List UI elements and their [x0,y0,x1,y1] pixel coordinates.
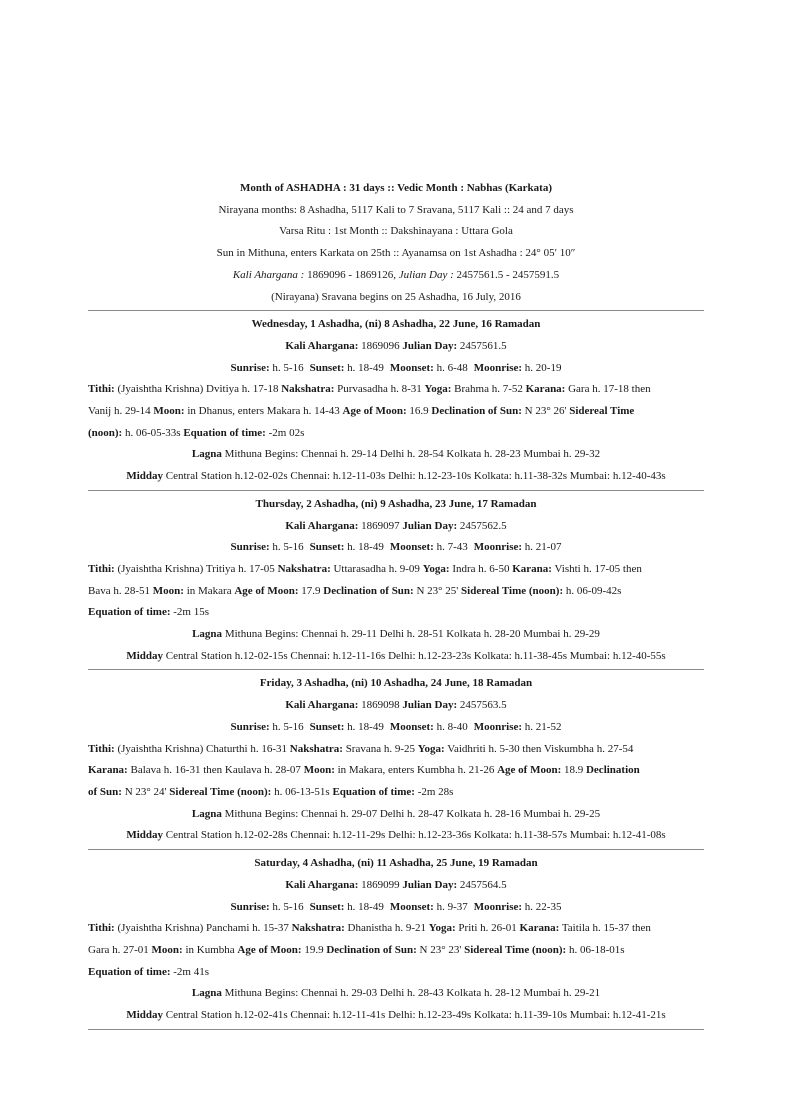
lagna-label: Lagna [191,987,222,1000]
moonrise-value: h. 20-19 [524,361,562,374]
eot-label: Equation of time: [88,965,171,978]
declination-label: Declination of Sun: [323,584,414,597]
moonset-label: Moonset: [389,361,434,374]
divider [88,310,704,311]
declination-label: Declination of Sun: [431,405,522,418]
sunset-value: h. 18-49 [347,541,384,554]
moonrise-value: h. 22-35 [524,900,562,913]
tithi-label: Tithi: [88,562,115,575]
moon-label: Moon: [152,584,184,597]
karana-value-cont: Vanij h. 29-14 [88,405,151,418]
panchanga-row-3 [88,782,704,804]
lagna-value: Mithuna Begins: Chennai h. 29-07 Delhi h. 28-47 Kolkata h. 28-16 Mumbai h. 29-25 [224,807,601,820]
tithi-label: Tithi: [88,922,115,935]
moon-value: in Dhanus, enters Makara h. 14-43 [187,405,340,418]
midday-label: Midday [126,470,163,483]
divider [88,669,704,670]
eot-label: Equation of time: [88,606,171,619]
lagna-line [88,983,704,1005]
yoga-label: Yoga: [424,383,452,396]
moonrise-label: Moonrise: [473,900,523,913]
julian-label: Julian Day: [402,699,458,712]
midday-value: Central Station h.12-02-28s Chennai: h.12-11-29s Delhi: h.12-23-36s Kolkata: h.11-38-57s Mumbai: h.12-41-08s [165,829,666,842]
midday-value: Central Station h.12-02-02s Chennai: h.12-11-03s Delhi: h.12-23-10s Kolkata: h.11-38-32s Mumbai: h.12-40-43s [165,470,666,483]
midday-line [88,825,704,847]
karana-label: Karana: [525,383,566,396]
kali-label: Kali Ahargana: [285,878,359,891]
declination-value: N 23° 26' [524,405,567,418]
sidereal-label: Sidereal Time [569,405,635,418]
nakshatra-label: Nakshatra: [291,922,345,935]
kali-value: 1869098 [361,699,400,712]
julian-value: 2457563.5 [459,699,507,712]
moonset-label: Moonset: [389,541,434,554]
lagna-value: Mithuna Begins: Chennai h. 29-11 Delhi h. 28-51 Kolkata h. 28-20 Mumbai h. 29-29 [224,628,600,641]
moon-label: Moon: [153,405,185,418]
ahargana-line [88,336,704,358]
nakshatra-label: Nakshatra: [281,383,335,396]
panchanga-row-1 [88,739,704,761]
day-heading: Saturday, 4 Ashadha, (ni) 11 Ashadha, 25 June, 19 Ramadan [254,857,538,870]
midday-value: Central Station h.12-02-15s Chennai: h.12-11-16s Delhi: h.12-23-23s Kolkata: h.11-38-45s Mumbai: h.12-40-55s [165,649,666,662]
yoga-value: Priti h. 26-01 [458,922,517,935]
sunrise-value: h. 5-16 [272,720,304,733]
karana-label: Karana: [88,764,128,777]
sunrise-label: Sunrise: [230,720,270,733]
panchanga-row-3 [88,423,704,445]
tithi-label: Tithi: [88,742,115,755]
karana-value: Gara h. 17-18 then [568,383,651,396]
ahargana-line [88,875,704,897]
yoga-value: Indra h. 6-50 [452,562,510,575]
kali-ahargana-range: 1869096 - 1869126, [307,268,397,281]
sunset-value: h. 18-49 [347,900,384,913]
sidereal-value: h. 06-18-01s [568,943,625,956]
julian-day-range: 2457561.5 - 2457591.5 [456,268,560,281]
nakshatra-value: Dhanistha h. 9-21 [347,922,427,935]
julian-value: 2457564.5 [459,878,507,891]
nakshatra-value: Uttarasadha h. 9-09 [333,562,420,575]
lagna-value: Mithuna Begins: Chennai h. 29-14 Delhi h. 28-54 Kolkata h. 28-23 Mumbai h. 29-32 [224,448,601,461]
age-value: 19.9 [304,943,324,956]
nakshatra-value: Sravana h. 9-25 [345,742,416,755]
moonset-label: Moonset: [389,720,434,733]
day-heading: Friday, 3 Ashadha, (ni) 10 Ashadha, 24 June, 18 Ramadan [259,677,533,690]
moonset-label: Moonset: [389,900,434,913]
sunrise-label: Sunrise: [230,900,270,913]
kali-label: Kali Ahargana: [285,699,359,712]
kali-label: Kali Ahargana: [285,519,359,532]
midday-line [88,466,704,488]
moonrise-value: h. 21-52 [524,720,562,733]
moon-value: in Kumbha [185,943,235,956]
eot-value: -2m 15s [173,606,209,619]
lagna-line [88,804,704,826]
sidereal-value: h. 06-13-51s [274,785,330,798]
karana-value-cont: Bava h. 28-51 [88,584,151,597]
yoga-value: Brahma h. 7-52 [454,383,523,396]
karana-value: Taitila h. 15-37 then [561,922,651,935]
julian-label: Julian Day: [402,519,458,532]
kali-value: 1869099 [361,878,400,891]
sidereal-label: Sidereal Time (noon): [464,943,567,956]
kali-value: 1869096 [361,339,400,352]
rise-set-line [88,358,704,380]
declination-value: N 23° 23' [419,943,462,956]
sunset-label: Sunset: [309,541,345,554]
moonset-value: h. 7-43 [436,541,468,554]
karana-value: Vishti h. 17-05 then [554,562,642,575]
midday-label: Midday [126,1009,163,1022]
julian-value: 2457562.5 [459,519,507,532]
divider [88,1029,704,1030]
eot-value: -2m 02s [268,426,305,439]
sravana-begins: (Nirayana) Sravana begins on 25 Ashadha, 16 July, 2016 [271,290,521,303]
sunrise-label: Sunrise: [230,361,270,374]
day-heading: Wednesday, 1 Ashadha, (ni) 8 Ashadha, 22 June, 16 Ramadan [251,318,541,331]
eot-label: Equation of time: [332,785,415,798]
nakshatra-value: Purvasadha h. 8-31 [337,383,422,396]
rise-set-line [88,537,704,559]
panchanga-row-1 [88,559,704,581]
julian-label: Julian Day: [402,339,458,352]
sunrise-value: h. 5-16 [272,361,304,374]
age-value: 17.9 [301,584,321,597]
sidereal-label: Sidereal Time (noon): [169,785,272,798]
panchanga-row-3 [88,602,704,624]
moonrise-label: Moonrise: [473,361,523,374]
declination-value: N 23° 25' [416,584,459,597]
lagna-line [88,444,704,466]
kali-label: Kali Ahargana: [285,339,359,352]
declination-value: N 23° 24' [124,785,167,798]
rise-set-line [88,717,704,739]
ahargana-julian-range [88,265,704,287]
nakshatra-label: Nakshatra: [277,562,331,575]
tithi-label: Tithi: [88,383,115,396]
lagna-line [88,624,704,646]
moon-label: Moon: [151,943,183,956]
tithi-value: (Jyaishtha Krishna) Dvitiya h. 17-18 [117,383,279,396]
tithi-value: (Jyaishtha Krishna) Chaturthi h. 16-31 [117,742,288,755]
yoga-label: Yoga: [417,742,445,755]
karana-value-cont: Gara h. 27-01 [88,943,149,956]
sidereal-value: h. 06-09-42s [565,584,622,597]
kali-value: 1869097 [361,519,400,532]
age-value: 16.9 [409,405,429,418]
midday-line [88,646,704,668]
eot-value: -2m 28s [417,785,454,798]
moonrise-value: h. 21-07 [524,541,562,554]
sun-ayanamsa-line: Sun in Mithuna, enters Karkata on 25th :: Ayanamsa on 1st Ashadha : 24° 05′ 10″ [216,247,576,260]
midday-label: Midday [126,829,163,842]
karana-label: Karana: [519,922,560,935]
panchanga-row-2 [88,760,704,782]
age-label: Age of Moon: [497,764,562,777]
lagna-label: Lagna [191,807,222,820]
ritu-line: Varsa Ritu : 1st Month :: Dakshinayana : Uttara Gola [279,225,513,238]
rise-set-line [88,897,704,919]
sunset-label: Sunset: [309,900,345,913]
sidereal-label: Sidereal Time (noon): [461,584,564,597]
panchanga-row-2 [88,581,704,603]
lagna-value: Mithuna Begins: Chennai h. 29-03 Delhi h. 28-43 Kolkata h. 28-12 Mumbai h. 29-21 [224,987,601,1000]
midday-value: Central Station h.12-02-41s Chennai: h.12-11-41s Delhi: h.12-23-49s Kolkata: h.11-39-10s Mumbai: h.12-41-21s [165,1009,666,1022]
eot-value: -2m 41s [173,965,209,978]
panchanga-row-1 [88,918,704,940]
panchanga-row-3 [88,962,704,984]
yoga-value: Vaidhriti h. 5-30 then Viskumbha h. 27-54 [447,742,634,755]
day-heading: Thursday, 2 Ashadha, (ni) 9 Ashadha, 23 June, 17 Ramadan [255,497,537,510]
midday-label: Midday [126,649,163,662]
sidereal-value: h. 06-05-33s [124,426,181,439]
panchanga-row-2 [88,940,704,962]
tithi-value: (Jyaishtha Krishna) Panchami h. 15-37 [117,922,289,935]
moonset-value: h. 8-40 [436,720,468,733]
sunset-value: h. 18-49 [347,361,384,374]
midday-line [88,1005,704,1027]
karana-value: Balava h. 16-31 then Kaulava h. 28-07 [130,764,301,777]
moon-value: in Makara [186,584,232,597]
sidereal-label-cont: (noon): [88,426,123,439]
sunrise-value: h. 5-16 [272,541,304,554]
page-content [88,178,704,1033]
moonset-value: h. 6-48 [436,361,468,374]
moon-value: in Makara, enters Kumbha h. 21-26 [337,764,495,777]
panchanga-row-2 [88,401,704,423]
declination-label-cont: of Sun: [88,785,122,798]
moon-label: Moon: [303,764,335,777]
age-label: Age of Moon: [237,943,302,956]
age-label: Age of Moon: [342,405,407,418]
lagna-label: Lagna [192,628,223,641]
karana-label: Karana: [512,562,552,575]
sunset-label: Sunset: [309,720,345,733]
moonrise-label: Moonrise: [473,720,523,733]
panchanga-row-1 [88,379,704,401]
age-value: 18.9 [563,764,584,777]
sunset-label: Sunset: [309,361,345,374]
nirayana-months: Nirayana months: 8 Ashadha, 5117 Kali to 7 Sravana, 5117 Kali :: 24 and 7 days [218,203,574,216]
tithi-value: (Jyaishtha Krishna) Tritiya h. 17-05 [117,562,275,575]
declination-label: Declination of Sun: [326,943,417,956]
sunset-value: h. 18-49 [347,720,384,733]
kali-ahargana-range-label: Kali Ahargana : [232,268,305,281]
julian-label: Julian Day: [402,878,458,891]
sunrise-value: h. 5-16 [272,900,304,913]
sunrise-label: Sunrise: [230,541,270,554]
divider [88,490,704,491]
moonrise-label: Moonrise: [473,541,523,554]
yoga-label: Yoga: [422,562,450,575]
divider [88,849,704,850]
julian-value: 2457561.5 [459,339,507,352]
eot-label: Equation of time: [183,426,266,439]
yoga-label: Yoga: [428,922,456,935]
moonset-value: h. 9-37 [436,900,468,913]
declination-label: Declination [585,764,640,777]
lagna-label: Lagna [191,448,222,461]
julian-day-range-label: Julian Day : [398,268,454,281]
month-title: Month of ASHADHA : 31 days :: Vedic Month : Nabhas (Karkata) [240,182,552,194]
nakshatra-label: Nakshatra: [289,742,343,755]
ahargana-line [88,516,704,538]
ahargana-line [88,695,704,717]
age-label: Age of Moon: [234,584,299,597]
